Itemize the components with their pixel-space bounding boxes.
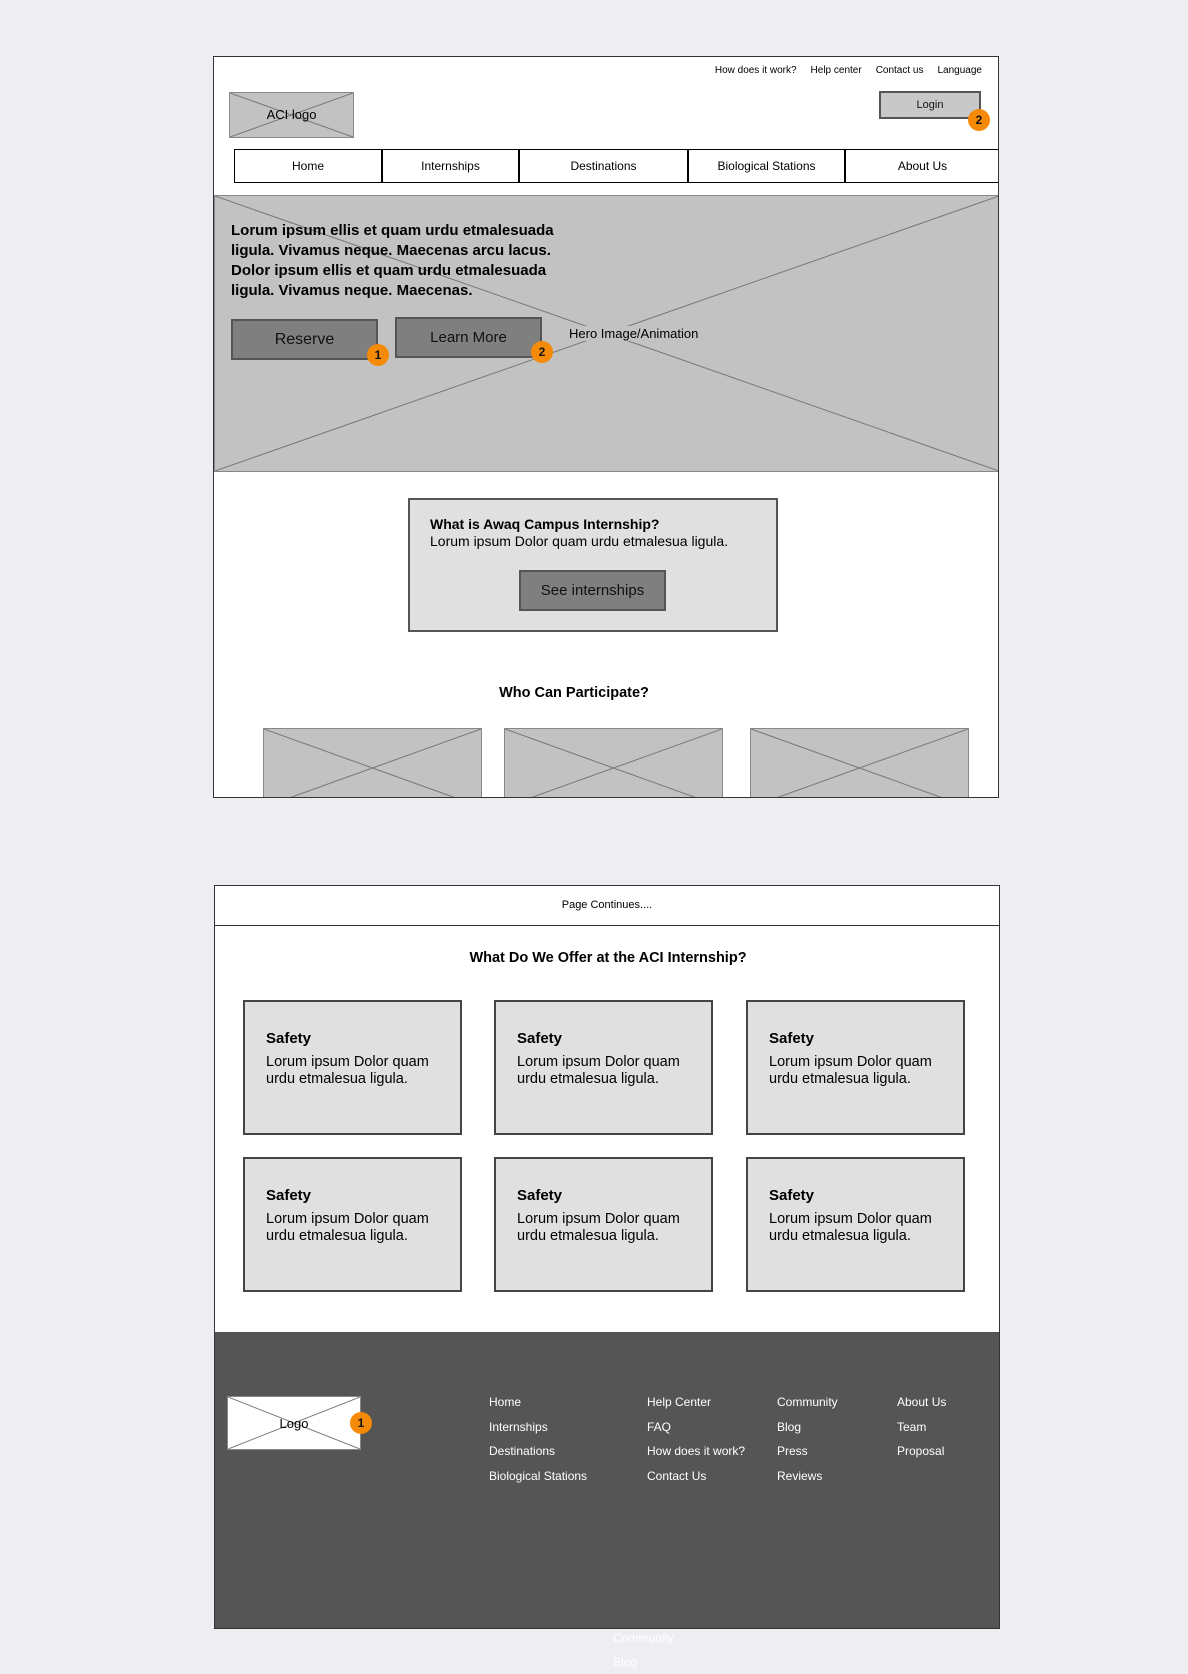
offer-card	[243, 1157, 462, 1292]
offer-heading: What Do We Offer at the ACI Internship?	[469, 950, 747, 966]
info-body: Lorum ipsum Dolor quam urdu etmalesua ligula.	[430, 533, 729, 549]
learn-more-button[interactable]	[395, 317, 542, 358]
footer-link[interactable]: Biological Stations	[489, 1468, 588, 1483]
annotation-badge-footer-logo: 1	[350, 1412, 372, 1434]
participant-image	[750, 728, 969, 798]
reserve-label: Reserve	[274, 331, 335, 348]
utility-link-language[interactable]: Language	[937, 65, 982, 76]
login-button[interactable]	[879, 91, 981, 119]
offer-card-title: Safety	[266, 1030, 312, 1047]
footer-link[interactable]: Blog	[777, 1419, 802, 1434]
footer-link[interactable]: About Us	[897, 1395, 947, 1409]
nav-item-home[interactable]: Home	[234, 149, 382, 183]
annotation-badge-login: 2	[968, 109, 990, 131]
offer-card-title: Safety	[517, 1187, 563, 1204]
participant-image	[263, 728, 482, 798]
footer-link[interactable]: Community	[777, 1395, 838, 1409]
offer-card	[243, 1000, 462, 1135]
footer-column-2	[647, 1395, 745, 1493]
footer-link[interactable]: Press	[777, 1444, 808, 1458]
nav-item-destinations[interactable]: Destinations	[519, 149, 688, 183]
footer-logo-label: Logo	[279, 1416, 309, 1431]
participant-placeholder-cross	[505, 729, 722, 798]
offer-card	[494, 1157, 713, 1292]
annotation-badge-reserve: 1	[367, 344, 389, 366]
offer-card-body: Lorum ipsum Dolor quam urdu etmalesua ligula.	[266, 1054, 429, 1087]
utility-link-how-it-works[interactable]: How does it work?	[714, 65, 797, 76]
footer-link[interactable]: Home	[489, 1395, 522, 1409]
site-footer	[215, 1332, 999, 1629]
page-continues-bar	[215, 886, 999, 926]
wireframe-page-2	[214, 885, 1000, 1629]
nav-item-about-us[interactable]: About Us	[845, 149, 999, 183]
aci-logo[interactable]	[229, 92, 354, 138]
offer-card	[494, 1000, 713, 1135]
reserve-button[interactable]	[231, 319, 378, 360]
offer-card-title: Safety	[266, 1187, 312, 1204]
nav-item-biological-stations[interactable]: Biological Stations	[688, 149, 845, 183]
who-can-participate-heading: Who Can Participate?	[499, 685, 649, 701]
footer-link[interactable]: Help Center	[647, 1395, 712, 1409]
annotation-badge-learn-more: 2	[531, 341, 553, 363]
footer-column-1	[489, 1395, 587, 1493]
offer-card-title: Safety	[517, 1030, 563, 1047]
main-nav	[234, 149, 999, 183]
offer-card-body: Lorum ipsum Dolor quam urdu etmalesua ligula.	[266, 1211, 429, 1244]
utility-link-help-center[interactable]: Help center	[810, 65, 862, 76]
page-continues-label: Page Continues....	[561, 899, 653, 911]
footer-column-3	[777, 1395, 838, 1493]
participant-image	[504, 728, 723, 798]
utility-nav	[715, 65, 982, 76]
logo-label: ACI logo	[266, 107, 317, 122]
offer-card-body: Lorum ipsum Dolor quam urdu etmalesua ligula.	[769, 1211, 932, 1244]
footer-link[interactable]: Proposal	[897, 1444, 945, 1458]
footer-column-4	[897, 1395, 946, 1469]
offer-card-title: Safety	[769, 1187, 815, 1204]
offer-card	[746, 1157, 965, 1292]
footer-link[interactable]: How does it work?	[647, 1444, 746, 1458]
offer-card	[746, 1000, 965, 1135]
learn-more-label: Learn More	[430, 329, 507, 346]
footer-link[interactable]: Destinations	[489, 1444, 556, 1458]
footer-link[interactable]: Reviews	[777, 1468, 823, 1483]
offer-card-body: Lorum ipsum Dolor quam urdu etmalesua ligula.	[769, 1054, 932, 1087]
hero-image-label: Hero Image/Animation	[565, 326, 702, 341]
overflow-text-blog: Blog	[613, 1655, 638, 1669]
footer-logo[interactable]	[227, 1396, 361, 1450]
nav-item-internships[interactable]: Internships	[382, 149, 519, 183]
see-internships-button[interactable]	[519, 570, 666, 611]
participant-placeholder-cross	[264, 729, 481, 798]
participant-placeholder-cross	[751, 729, 968, 798]
hero-section	[214, 195, 999, 472]
hero-text: Lorum ipsum ellis et quam urdu etmalesuada ligula. Vivamus neque. Maecenas arcu lacus. Dolor ipsum ellis et quam urdu etmalesuada ligula. Vivamus neque. Maecenas.	[231, 222, 554, 299]
see-internships-label: See internships	[540, 582, 645, 599]
footer-link[interactable]: FAQ	[647, 1419, 672, 1434]
internship-info-box	[408, 498, 778, 632]
wireframe-page-1	[213, 56, 999, 798]
info-title: What is Awaq Campus Internship?	[430, 516, 660, 532]
offer-card-body: Lorum ipsum Dolor quam urdu etmalesua ligula.	[517, 1054, 680, 1087]
footer-link[interactable]: Contact Us	[647, 1468, 707, 1483]
login-label: Login	[916, 99, 944, 111]
utility-link-contact-us[interactable]: Contact us	[875, 65, 924, 76]
overflow-text-community: Community	[613, 1631, 674, 1645]
footer-link[interactable]: Internships	[489, 1419, 548, 1434]
offer-card-body: Lorum ipsum Dolor quam urdu etmalesua ligula.	[517, 1211, 680, 1244]
footer-link[interactable]: Team	[897, 1419, 927, 1434]
offer-card-title: Safety	[769, 1030, 815, 1047]
